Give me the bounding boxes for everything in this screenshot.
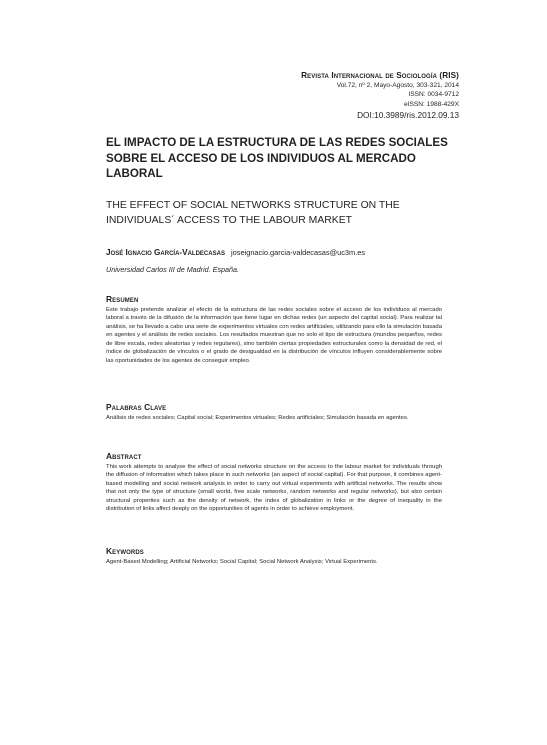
journal-doi: DOI:10.3989/ris.2012.09.13 [357, 110, 459, 121]
keywords-text: Agent-Based Modelling; Artificial Networks; Social Capital; Social Network Analysis; Virtual Experiments. [106, 559, 378, 565]
abstract-section [106, 451, 442, 514]
resumen-section [106, 294, 442, 365]
journal-header [199, 71, 459, 121]
journal-title: Revista Internacional de Sociología (RIS) [301, 71, 459, 80]
journal-eissn: eISSN: 1988-429X [404, 100, 459, 108]
resumen-heading: Resumen [106, 294, 139, 304]
keywords-heading: Keywords [106, 546, 144, 556]
abstract-text: This work attempts to analyse the effect of social networks structure on the access to the labour market for individuals through the diffusion of information which takes place in such networks (an aspect of social capital). For that purpose, it combines agent-based modelling and social network analysis in order to carry out virtual experiments with artificial networks. The results show that not only the type of structure (small world, free scale networks, random networks and regular networks), but also certain structural properties such as the density of network, the index of globalization in links or the degree of inequality in the distribution of links affect deeply on the opportunities of agents in order to achieve employment. [106, 464, 442, 513]
palabras-clave-heading: Palabras Clave [106, 402, 167, 412]
journal-volume: Vol.72, nº 2, Mayo-Agosto, 303-321, 2014 [336, 81, 459, 89]
author-name: José Ignacio García-Valdecasas [106, 248, 225, 257]
author-line [106, 248, 466, 258]
author-affiliation: Universidad Carlos III de Madrid. España. [106, 265, 240, 274]
resumen-text: Este trabajo pretende analizar el efecto de la estructura de las redes sociales sobre el acceso de los individuos al mercado laboral a través de la difusión de la información que tiene lugar en dichas redes (un aspecto del capital social). Para realizar tal análisis, se ha llevado a cabo una serie de experimentos virtuales con redes artificiales, utilizando para ello la simulación basada en agentes y el análisis de redes sociales. Los resultados muestran que no solo el tipo de estructura (mundos pequeños, redes de libre escala, redes aleatorias y redes regulares), sino también ciertas propiedades estructurales como la densidad de red, el índice de globalización de vínculos o el grado de desigualdad en la distribución de vínculos influyen considerablemente sobre las oportunidades de los agentes de conseguir empleo. [106, 307, 442, 364]
palabras-clave-section [106, 402, 442, 422]
article-title-spanish: EL IMPACTO DE LA ESTRUCTURA DE LAS REDES SOCIALES SOBRE EL ACCESO DE LOS INDIVIDUOS AL MERCADO LABORAL [106, 136, 448, 180]
journal-issn: ISSN: 0034-9712 [408, 91, 459, 99]
article-title-english: THE EFFECT OF SOCIAL NETWORKS STRUCTURE ON THE INDIVIDUALS´ ACCESS TO THE LABOUR MARKET [106, 200, 400, 227]
keywords-section [106, 546, 442, 566]
author-email[interactable]: joseignacio.garcia-valdecasas@uc3m.es [231, 248, 366, 257]
abstract-heading: Abstract [106, 451, 142, 461]
palabras-clave-text: Análisis de redes sociales; Capital social; Experimentos virtuales; Redes artificiales; Simulación basada en agentes. [106, 415, 409, 421]
